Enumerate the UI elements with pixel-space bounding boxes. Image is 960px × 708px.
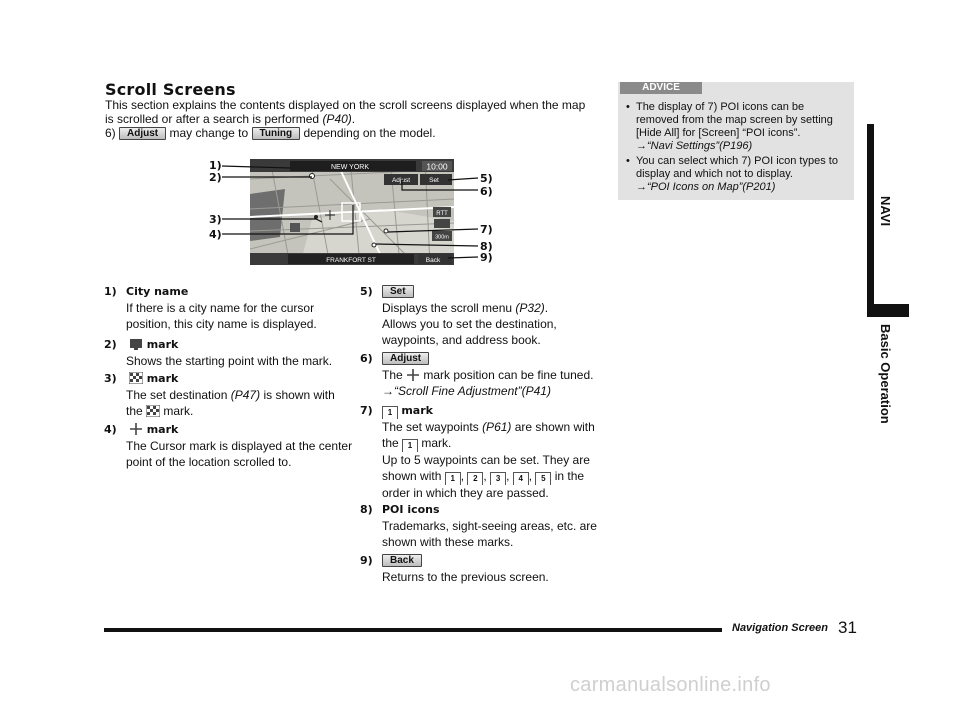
item-number: 4) bbox=[104, 423, 117, 436]
advice-text: The display of 7) POI icons can be bbox=[635, 101, 805, 113]
callout-7: 7) bbox=[480, 223, 493, 236]
item-3-destination-mark bbox=[104, 370, 344, 419]
item-title: POI icons bbox=[382, 503, 440, 516]
item-ref: (P32) bbox=[515, 301, 545, 315]
item-desc: waypoints, and address book. bbox=[382, 333, 541, 347]
item-title: mark bbox=[146, 423, 179, 436]
start-point-icon bbox=[129, 338, 143, 350]
item-number: 9) bbox=[360, 554, 373, 567]
tuning-button-label: Tuning bbox=[252, 127, 301, 140]
item-desc: The Cursor mark is displayed at the center bbox=[126, 439, 353, 453]
item-number: 2) bbox=[104, 338, 117, 351]
item-desc: are shown with bbox=[514, 420, 595, 434]
item-number: 7) bbox=[360, 404, 373, 417]
adjust-button-label: Adjust bbox=[119, 127, 166, 140]
map-rtt-text: RTT bbox=[436, 211, 448, 217]
note-suffix: depending on the model. bbox=[303, 126, 436, 140]
sidebar-label-basic-operation: Basic Operation bbox=[878, 324, 893, 424]
item-number: 1) bbox=[104, 285, 117, 298]
item-desc: position, this city name is displayed. bbox=[126, 317, 317, 331]
item-9-back bbox=[360, 552, 600, 585]
waypoint-icon: 5 bbox=[535, 472, 551, 485]
note-number: 6) bbox=[105, 126, 116, 140]
cursor-cross-icon bbox=[406, 369, 420, 381]
item-desc: the bbox=[382, 436, 399, 450]
page-number: 31 bbox=[838, 618, 857, 637]
advice-text: You can select which 7) POI icon types to bbox=[635, 155, 838, 167]
intro-text: This section explains the contents displayed on the scroll screens displayed when the map is scrolled or after a search is performed bbox=[105, 98, 586, 126]
callout-1: 1) bbox=[209, 159, 222, 172]
item-desc: Returns to the previous screen. bbox=[382, 570, 549, 584]
item-desc: . bbox=[544, 301, 549, 315]
callout-5: 5) bbox=[480, 172, 493, 185]
sidebar-block bbox=[867, 304, 909, 317]
item-7-waypoint-mark: 7) 1 mark The set waypoints (P61) are shown with the 1 mark. Up to 5 waypoints can be set. They are shown with 1 , 2 , 3 , 4 , 5 in the order in which they are passed. bbox=[360, 402, 600, 501]
item-6-adjust bbox=[360, 350, 600, 399]
waypoint-icon: 1 bbox=[445, 472, 461, 485]
sidebar-label-navi: NAVI bbox=[878, 196, 893, 227]
callout-3: 3) bbox=[209, 213, 222, 226]
item-title: mark bbox=[146, 338, 179, 351]
advice-text: removed from the map screen by setting bbox=[636, 114, 833, 126]
waypoint-icon: 4 bbox=[513, 472, 529, 485]
destination-flag-icon bbox=[146, 405, 160, 417]
item-number: 6) bbox=[360, 352, 373, 365]
map-scale-text: 300m bbox=[435, 234, 449, 241]
item-ref: →“Scroll Fine Adjustment”(P41) bbox=[382, 384, 551, 398]
sidebar-bar bbox=[867, 124, 874, 304]
item-title: City name bbox=[126, 285, 189, 298]
adjust-button-label: Adjust bbox=[382, 352, 429, 365]
waypoint-icon: 1 bbox=[402, 439, 418, 452]
item-desc: Up to 5 waypoints can be set. They are bbox=[382, 453, 590, 467]
map-street-text: FRANKFORT ST bbox=[326, 257, 376, 264]
intro-ref: (P40) bbox=[322, 112, 352, 126]
note-mid: may change to bbox=[169, 126, 249, 140]
item-5-set bbox=[360, 283, 600, 348]
footer-title: Navigation Screen bbox=[728, 622, 832, 634]
item-desc: point of the location scrolled to. bbox=[126, 455, 292, 469]
item-desc: mark. bbox=[421, 436, 452, 450]
item-ref: (P61) bbox=[482, 420, 512, 434]
advice-ref: →“POI Icons on Map”(P201) bbox=[636, 181, 776, 193]
intro-end: . bbox=[351, 112, 356, 126]
callout-4: 4) bbox=[209, 228, 222, 241]
item-desc: The set waypoints bbox=[382, 420, 479, 434]
waypoint-icon: 1 bbox=[382, 406, 398, 419]
item-desc: mark position can be fine tuned. bbox=[423, 368, 594, 382]
item-desc: in the bbox=[554, 469, 585, 483]
item-2-start-mark bbox=[104, 336, 344, 369]
callout-9: 9) bbox=[480, 251, 493, 264]
advice-bullet-2: • You can select which 7) POI icon types to display and which not to display. →“POI Icons on Map”(P201) bbox=[626, 155, 852, 194]
footer-rule bbox=[104, 628, 722, 632]
map-back-text: Back bbox=[425, 257, 441, 264]
callout-8: 8) bbox=[480, 240, 493, 253]
advice-text: display and which not to display. bbox=[636, 168, 793, 180]
item-desc: Trademarks, sight-seeing areas, etc. are bbox=[382, 519, 597, 533]
map-adjust-text: Adjust bbox=[391, 177, 411, 184]
item-1-city-name bbox=[104, 283, 344, 332]
item-desc: the bbox=[126, 404, 143, 418]
advice-tag: ADVICE bbox=[620, 82, 702, 94]
cursor-cross-icon bbox=[129, 423, 143, 435]
back-button-label: Back bbox=[382, 554, 422, 567]
item-desc: mark. bbox=[163, 404, 194, 418]
item-8-poi-icons bbox=[360, 501, 600, 550]
waypoint-icon: 3 bbox=[490, 472, 506, 485]
item-ref: (P47) bbox=[230, 388, 261, 402]
map-clock-text: 10:00 bbox=[426, 161, 448, 172]
item-number: 3) bbox=[104, 372, 117, 385]
waypoint-icon: 2 bbox=[467, 472, 483, 485]
map-set-text: Set bbox=[429, 177, 439, 184]
item-number: 8) bbox=[360, 503, 373, 516]
item-number: 5) bbox=[360, 285, 373, 298]
advice-bullet-1: • The display of 7) POI icons can be removed from the map screen by setting [Hide All] for [Screen] “POI icons”. →“Navi Settings”(P196) bbox=[626, 101, 852, 153]
watermark: carmanualsonline.info bbox=[570, 674, 771, 696]
map-city-text: NEW YORK bbox=[331, 164, 369, 171]
advice-text: [Hide All] for [Screen] “POI icons”. bbox=[636, 127, 801, 139]
item-desc: Displays the scroll menu bbox=[382, 301, 513, 315]
item-desc: The set destination bbox=[126, 388, 228, 402]
item-desc: is shown with bbox=[263, 388, 335, 402]
advice-ref: →“Navi Settings”(P196) bbox=[636, 140, 753, 152]
item-desc: shown with these marks. bbox=[382, 535, 514, 549]
item-desc: Allows you to set the destination, bbox=[382, 317, 557, 331]
item-desc: The bbox=[382, 368, 403, 382]
item-desc: shown with bbox=[382, 469, 442, 483]
callout-6: 6) bbox=[480, 185, 493, 198]
callout-2: 2) bbox=[209, 171, 222, 184]
set-button-label: Set bbox=[382, 285, 414, 298]
item-title: mark bbox=[401, 404, 433, 417]
page-title: Scroll Screens bbox=[105, 80, 236, 99]
item-desc: order in which they are passed. bbox=[382, 486, 549, 500]
item-4-cursor-mark bbox=[104, 421, 354, 470]
item-desc: Shows the starting point with the mark. bbox=[126, 354, 333, 368]
item-desc: If there is a city name for the cursor bbox=[126, 301, 315, 315]
destination-flag-icon bbox=[129, 372, 143, 384]
item-title: mark bbox=[146, 372, 179, 385]
